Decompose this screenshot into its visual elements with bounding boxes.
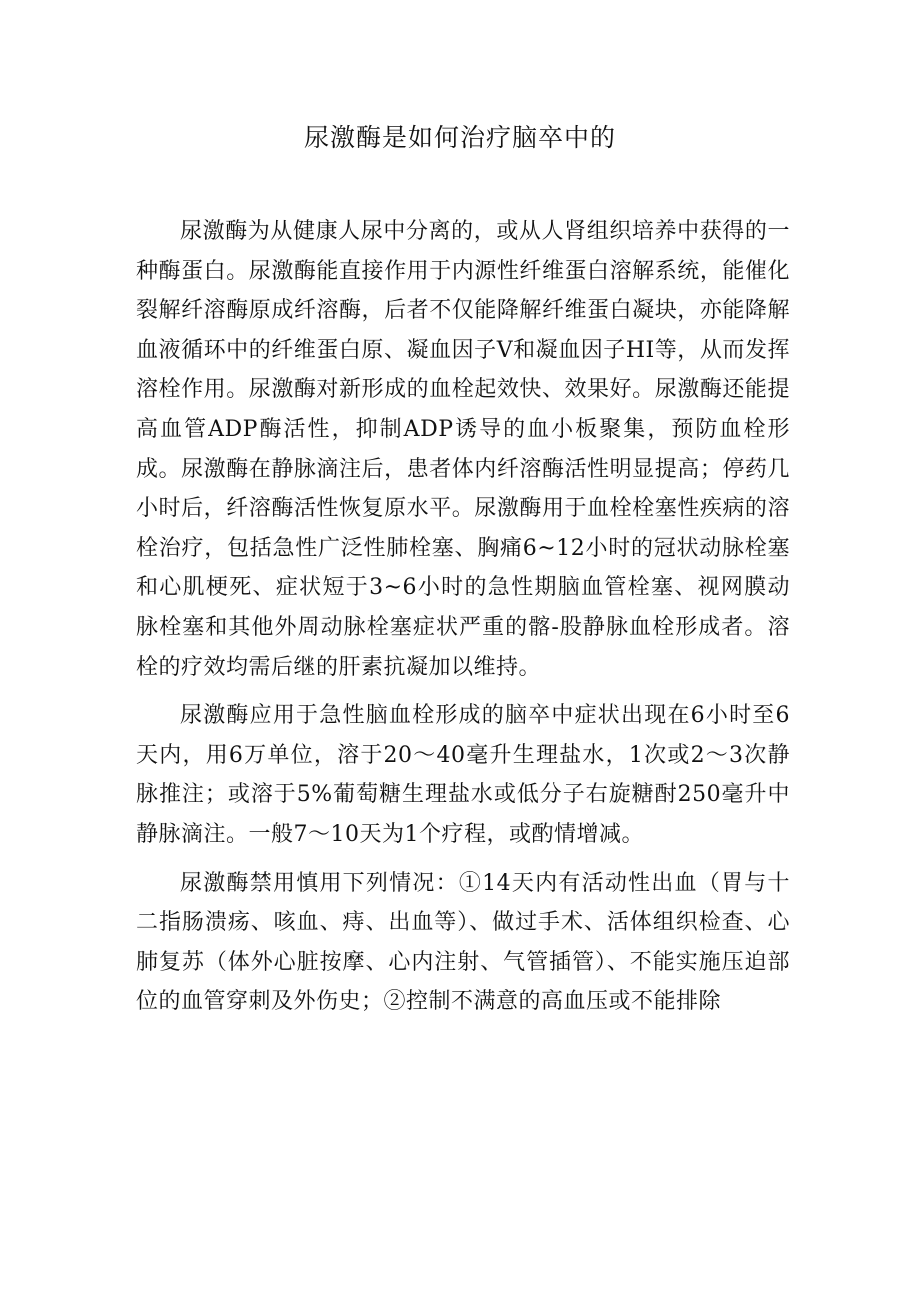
paragraph-mechanism: 尿激酶为从健康人尿中分离的，或从人肾组织培养中获得的一种酶蛋白。尿激酶能直接作用于内源性纤维蛋白溶解系统，能催化裂解纤溶酶原成纤溶酶，后者不仅能降解纤维蛋白凝块，亦能降解血液循环中的纤维蛋白原、凝血因子V和凝血因子HI等，从而发挥溶栓作用。尿激酶对新形成的血栓起效快、效果好。尿激酶还能提高血管ADP酶活性，抑制ADP诱导的血小板聚集，预防血栓形成。尿激酶在静脉滴注后，患者体内纤溶酶活性明显提高；停药几小时后，纤溶酶活性恢复原水平。尿激酶用于血栓栓塞性疾病的溶栓治疗，包括急性广泛性肺栓塞、胸痛6~12小时的冠状动脉栓塞和心肌梗死、症状短于3~6小时的急性期脑血管栓塞、视网膜动脉栓塞和其他外周动脉栓塞症状严重的髂-股静脉血栓形成者。溶栓的疗效均需后继的肝素抗凝加以维持。 — [136, 219, 790, 680]
paragraph-dosage: 尿激酶应用于急性脑血栓形成的脑卒中症状出现在6小时至6天内，用6万单位，溶于20～40毫升生理盐水，1次或2～3次静脉推注；或溶于5%葡萄糖生理盐水或低分子右旋糖酎250毫升中静脉滴注。一般7～10天为1个疗程，或酌情增减。 — [136, 703, 790, 847]
document-body — [136, 212, 790, 1031]
document-title: 尿激酶是如何治疗脑卒中的 — [303, 123, 616, 152]
paragraph-contraindications: 尿激酶禁用慎用下列情况：①14天内有活动性出血（胃与十二指肠溃疡、咳血、痔、出血等）、做过手术、活体组织检查、心肺复苏（体外心脏按摩、心内注射、气管插管）、不能实施压迫部位的血管穿刺及外伤史；②控制不满意的高血压或不能排除 — [136, 870, 790, 1015]
